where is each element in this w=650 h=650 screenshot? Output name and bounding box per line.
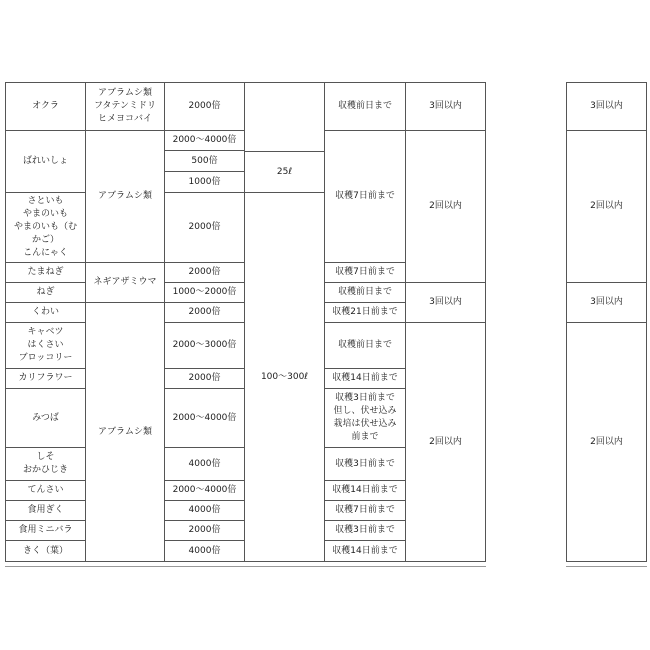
dilution-cell: 2000倍 bbox=[165, 369, 245, 389]
dilution-cell: 2000～4000倍 bbox=[165, 131, 245, 151]
dilution-cell: 4000倍 bbox=[165, 541, 245, 562]
timing-cell: 収穫7日前まで bbox=[325, 263, 406, 283]
table-bottom-line-right bbox=[566, 566, 647, 567]
crop-cell: きく（葉） bbox=[5, 541, 86, 562]
pest-cell: アブラムシ類 bbox=[86, 131, 165, 263]
total-times-cell: 2回以内 bbox=[566, 323, 647, 562]
crop-cell: みつば bbox=[5, 389, 86, 448]
dilution-cell: 2000倍 bbox=[165, 263, 245, 283]
timing-cell: 収穫7日前まで bbox=[325, 501, 406, 521]
timing-cell: 収穫3日前まで 但し、伏せ込み 栽培は伏せ込み 前まで bbox=[325, 389, 406, 448]
timing-cell: 収穫7日前まで bbox=[325, 131, 406, 263]
amount-blank-cell bbox=[245, 82, 325, 151]
pest-cell: アブラムシ類 bbox=[86, 303, 165, 562]
timing-cell: 収穫前日まで bbox=[325, 82, 406, 131]
total-times-cell: 3回以内 bbox=[566, 82, 647, 131]
timing-cell: 収穫前日まで bbox=[325, 283, 406, 303]
timing-cell: 収穫21日前まで bbox=[325, 303, 406, 323]
dilution-cell: 1000倍 bbox=[165, 172, 245, 193]
amount-cell: 25ℓ bbox=[245, 151, 325, 193]
pest-cell: ネギアザミウマ bbox=[86, 263, 165, 303]
times-cell: 2回以内 bbox=[406, 131, 486, 283]
crop-cell: オクラ bbox=[5, 82, 86, 131]
times-cell: 3回以内 bbox=[406, 82, 486, 131]
dilution-cell: 2000倍 bbox=[165, 193, 245, 263]
crop-cell: くわい bbox=[5, 303, 86, 323]
crop-cell: てんさい bbox=[5, 481, 86, 501]
crop-cell: 食用ぎく bbox=[5, 501, 86, 521]
times-cell: 3回以内 bbox=[406, 283, 486, 323]
dilution-cell: 4000倍 bbox=[165, 501, 245, 521]
dilution-cell: 2000～4000倍 bbox=[165, 389, 245, 448]
dilution-cell: 4000倍 bbox=[165, 448, 245, 481]
dilution-cell: 2000～4000倍 bbox=[165, 481, 245, 501]
timing-cell: 収穫14日前まで bbox=[325, 541, 406, 562]
crop-cell: しそ おかひじき bbox=[5, 448, 86, 481]
dilution-cell: 2000～3000倍 bbox=[165, 323, 245, 369]
timing-cell: 収穫14日前まで bbox=[325, 369, 406, 389]
crop-cell: ねぎ bbox=[5, 283, 86, 303]
timing-cell: 収穫14日前まで bbox=[325, 481, 406, 501]
pest-cell: アブラムシ類 フタテンミドリ ヒメヨコバイ bbox=[86, 82, 165, 131]
crop-cell: カリフラワー bbox=[5, 369, 86, 389]
dilution-cell: 1000～2000倍 bbox=[165, 283, 245, 303]
timing-cell: 収穫3日前まで bbox=[325, 448, 406, 481]
timing-cell: 収穫前日まで bbox=[325, 323, 406, 369]
total-times-cell: 3回以内 bbox=[566, 283, 647, 323]
crop-cell: 食用ミニバラ bbox=[5, 521, 86, 541]
crop-cell: さといも やまのいも やまのいも（む かご） こんにゃく bbox=[5, 193, 86, 263]
crop-cell: キャベツ はくさい ブロッコリー bbox=[5, 323, 86, 369]
times-cell: 2回以内 bbox=[406, 323, 486, 562]
timing-cell: 収穫3日前まで bbox=[325, 521, 406, 541]
total-times-cell: 2回以内 bbox=[566, 131, 647, 283]
amount-cell: 100～300ℓ bbox=[245, 193, 325, 562]
crop-cell: たまねぎ bbox=[5, 263, 86, 283]
dilution-cell: 2000倍 bbox=[165, 82, 245, 131]
dilution-cell: 2000倍 bbox=[165, 303, 245, 323]
crop-cell: ばれいしょ bbox=[5, 131, 86, 193]
dilution-cell: 2000倍 bbox=[165, 521, 245, 541]
table-bottom-line bbox=[5, 566, 486, 567]
dilution-cell: 500倍 bbox=[165, 151, 245, 172]
